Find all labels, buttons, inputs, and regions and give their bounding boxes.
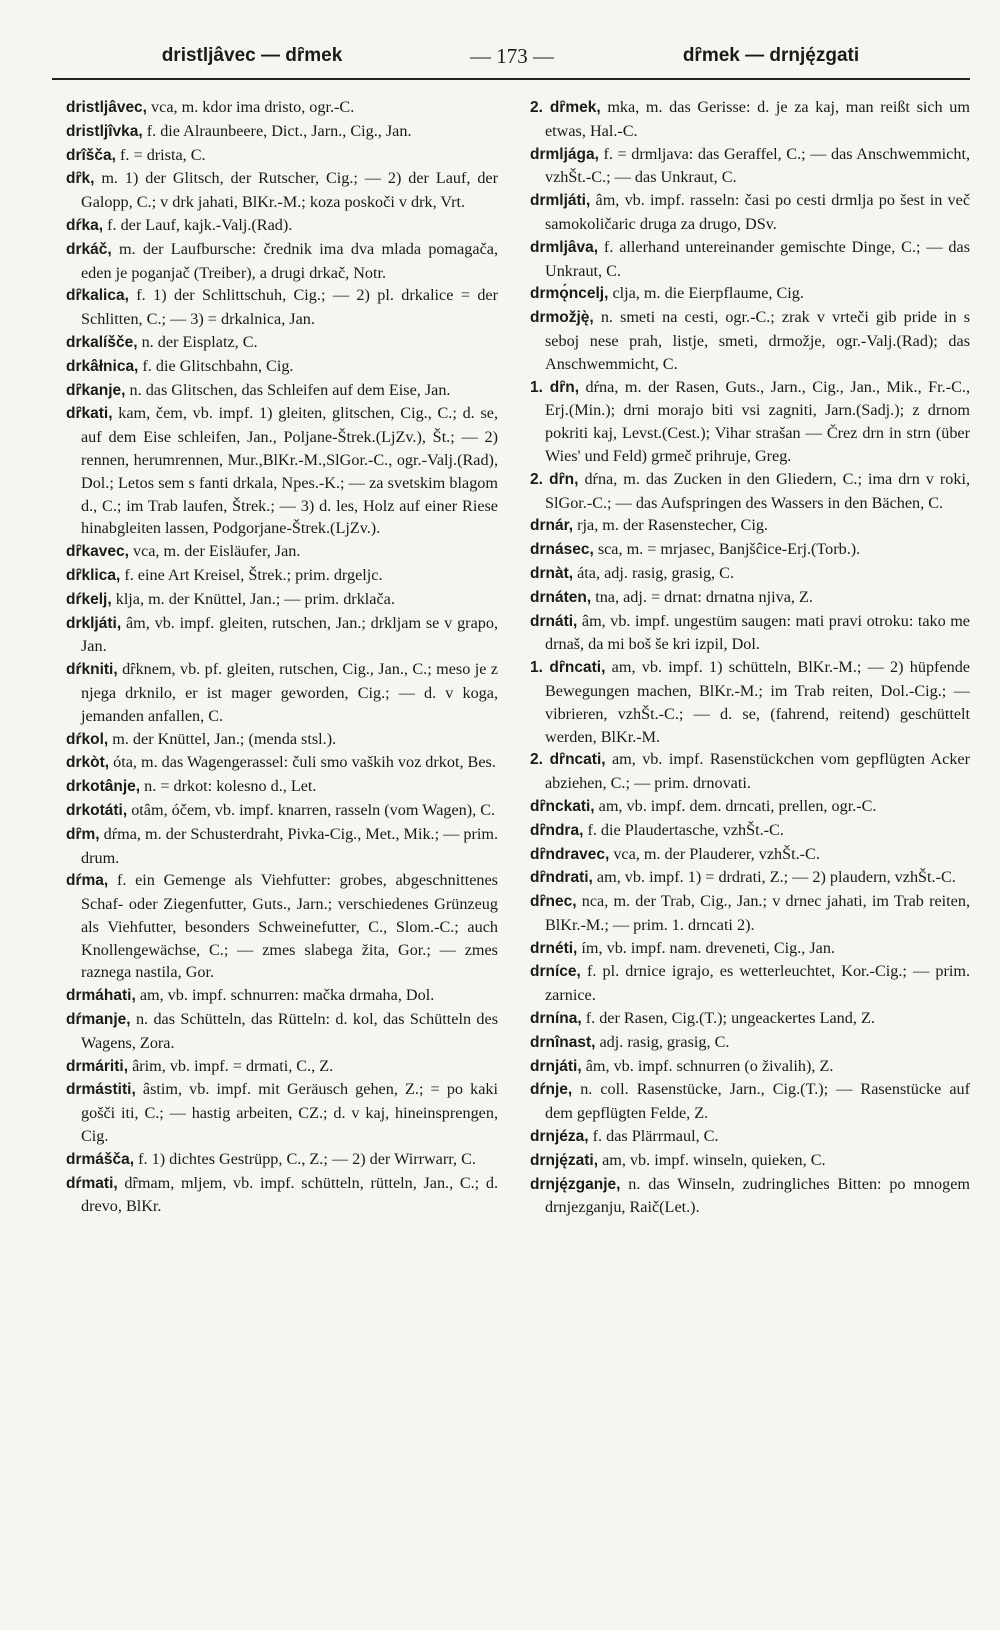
- headword: dȓkanje,: [66, 381, 126, 399]
- definition: nca, m. der Trab, Cig., Jan.; v drnec jahati, im Trab reiten, BlKr.-M.; — prim. 1. drncati 2).: [545, 892, 970, 934]
- headword: dȓk,: [66, 170, 95, 188]
- entry: [530, 1055, 970, 1079]
- entry: [530, 748, 970, 795]
- headword: dȓndra,: [530, 821, 584, 839]
- entry: [66, 214, 498, 238]
- entry: [530, 538, 970, 562]
- definition: dŕma, m. der Schusterdraht, Pivka-Cig., Met., Mik.; — prim. drum.: [81, 824, 498, 867]
- definition: vca, m. kdor ima dristo, ogr.-C.: [147, 98, 355, 116]
- headword: dŕkelj,: [66, 590, 112, 608]
- entry: [66, 540, 498, 564]
- headword: drkòt,: [66, 754, 110, 772]
- headword: drkotáti,: [66, 801, 128, 819]
- headword: drnásec,: [530, 541, 594, 559]
- definition: m. 1) der Glitsch, der Rutscher, Cig.; — 2) der Lauf, der Galopp, C.; v drk jahati, BlKr.-M.; koza poskoči v drk, Vrt.: [81, 169, 498, 212]
- definition: f. die Alraunbeere, Dict., Jarn., Cig., Jan.: [142, 121, 412, 140]
- definition: f. = drista, C.: [115, 145, 206, 164]
- headword: drmástiti,: [66, 1081, 136, 1099]
- definition: n. coll. Rasenstücke, Jarn., Cig.(T.); — Rasenstücke auf dem gepflügten Felde, Z.: [545, 1080, 970, 1123]
- definition: âm, vb. impf. ungestüm saugen: mati pravi otroku: tako me drnaš, da mi boš še kri izpil, Dol.: [545, 611, 970, 654]
- entry: [66, 96, 498, 120]
- definition: f. pl. drnice igrajo, es wetterleuchtet, Kor.-Cig.; — prim. zarnice.: [545, 962, 970, 1005]
- headword: dŕma,: [66, 872, 109, 890]
- entry: [66, 564, 498, 588]
- headword: drmljâva,: [530, 238, 599, 256]
- entry: [530, 282, 970, 306]
- headword: 1. dȓn,: [530, 378, 580, 396]
- definition: dȓmam, mljem, vb. impf. schütteln, rütteln, Jan., C.; d. drevo, BlKr.: [81, 1173, 498, 1216]
- definition: n. das Schütteln, das Rütteln: d. kol, das Schütteln des Wagens, Zora.: [81, 1010, 498, 1052]
- headword: drmášča,: [66, 1150, 135, 1168]
- definition: f. die Plaudertasche, vzhŠt.-C.: [583, 820, 784, 839]
- entry: [66, 775, 498, 799]
- entry: [530, 468, 970, 515]
- definition: áta, adj. rasig, grasig, C.: [573, 563, 734, 582]
- headword: dȓndrati,: [530, 869, 593, 887]
- headword: drkalíšče,: [66, 333, 138, 351]
- definition: f. das Plärrmaul, C.: [588, 1127, 719, 1146]
- headword: 2. dȓn,: [530, 470, 579, 488]
- entry: [530, 795, 970, 819]
- definition: dȓknem, vb. pf. gleiten, rutschen, Cig., Jan., C.; meso je z njega drknilo, er ist mager geworden, Cig.; — d. v koga, jemanden anfallen, C.: [81, 660, 498, 725]
- definition: am, vb. impf. winseln, quieken, C.: [598, 1150, 826, 1169]
- definition: tna, adj. = drnat: drnatna njiva, Z.: [591, 587, 813, 606]
- entry: [530, 866, 970, 890]
- header-rule: [52, 78, 970, 80]
- headword: dristljâvec,: [66, 99, 147, 116]
- definition: âstim, vb. impf. mit Geräusch gehen, Z.; = po kaki gošči iti, C.; — hastig arbeiten, CZ.; d. v kaj, hineinsprengen, Cig.: [81, 1080, 498, 1146]
- definition: am, vb. impf. 1) schütteln, BlKr.-M.; — 2) hüpfende Bewegungen machen, BlKr.-M.; im Trab reiten, Dol.-Cig.; — vibrieren, vzhŠt.-C.; — d. se, (fahrend, reitend) geschüttelt werden, BlKr.-M.: [545, 658, 970, 746]
- header-left-guide-words: dristljâvec — dȓmek: [161, 45, 343, 66]
- headword: dȓklica,: [66, 566, 121, 584]
- headword: dristljîvka,: [66, 122, 143, 140]
- running-header: [52, 38, 970, 74]
- entry: [530, 1031, 970, 1055]
- entry: [66, 167, 498, 214]
- headword: drnjáti,: [530, 1057, 582, 1075]
- entry: [66, 1148, 498, 1172]
- definition: n. der Eisplatz, C.: [137, 332, 258, 351]
- headword: 1. dȓncati,: [530, 659, 606, 677]
- headword: drnję́zati,: [530, 1151, 599, 1169]
- entry: [66, 728, 498, 752]
- definition: f. die Glitschbahn, Cig.: [138, 356, 294, 375]
- left-column: [66, 96, 498, 1218]
- definition: klja, m. der Knüttel, Jan.; — prim. drklača.: [111, 589, 395, 608]
- headword: dŕmati,: [66, 1174, 118, 1192]
- headword: drîšča,: [66, 146, 116, 164]
- headword: drmljága,: [530, 145, 599, 163]
- entry: [530, 1173, 970, 1220]
- headword: dȓkati,: [66, 405, 113, 423]
- headword: dȓkalica,: [66, 287, 129, 305]
- entry: [530, 610, 970, 657]
- headword: drnár,: [530, 517, 574, 535]
- definition: f. 1) dichtes Gestrüpp, C., Z.; — 2) der Wirrwarr, C.: [134, 1149, 476, 1168]
- headword: drnjéza,: [530, 1128, 589, 1146]
- entry: [66, 588, 498, 612]
- definition: f. der Lauf, kajk.-Valj.(Rad).: [103, 215, 293, 234]
- entry: [530, 1149, 970, 1173]
- definition: n. smeti na cesti, ogr.-C.; zrak v vrteči gib pride in s seboj nese prah, listje, smeti, drmožje, ogr.-Valj.(Rad); das Anschwemmicht, C.: [545, 308, 970, 373]
- definition: âm, vb. impf. rasseln: časi po cesti drmlja po šest in več samokoličaric druga za drugo, DSv.: [545, 191, 970, 233]
- entry: [66, 823, 498, 870]
- entry: [530, 143, 970, 190]
- definition: n. das Winseln, zudringliches Bitten: po mnogem drnjezganju, Raič(Let.).: [545, 1174, 970, 1217]
- entry: [66, 751, 498, 775]
- definition: sca, m. = mrjasec, Banjšĉice-Erj.(Torb.).: [593, 540, 861, 559]
- headword: 2. dȓncati,: [530, 751, 606, 769]
- headword: drnję́zganje,: [530, 1175, 621, 1193]
- headword: dŕmanje,: [66, 1011, 131, 1029]
- definition: f. eine Art Kreisel, Štrek.; prim. drgeljc.: [120, 565, 383, 584]
- entry: [530, 937, 970, 961]
- headword: dȓnckati,: [530, 797, 595, 815]
- right-column: [530, 96, 970, 1219]
- definition: m. der Knüttel, Jan.; (menda stsl.).: [108, 729, 337, 748]
- entry: [530, 376, 970, 468]
- entry: [66, 658, 498, 727]
- page-number: — 173 —: [470, 43, 554, 68]
- headword: dȓnec,: [530, 893, 577, 911]
- entry: [530, 843, 970, 867]
- definition: ím, vb. impf. nam. dreveneti, Cig., Jan.: [577, 938, 835, 957]
- entry: [530, 96, 970, 143]
- headword: drnàt,: [530, 564, 574, 582]
- definition: vca, m. der Eisläufer, Jan.: [128, 542, 301, 561]
- entry: [66, 799, 498, 823]
- definition: f. ein Gemenge als Viehfutter: grobes, abgeschnittenes Schaf- oder Ziegenfutter, Guts., Jarn.; verschiedenes Grünzeug als Viehfutter, besonders Schweinefutter, C., Slom.-C.; auch Knollengewächse, C.; — zmes slabega žita, Gor.; — zmes raznega nastila, Gor.: [81, 871, 498, 982]
- entry: [66, 144, 498, 168]
- headword: drmáhati,: [66, 987, 136, 1005]
- headword: drnéti,: [530, 939, 578, 957]
- headword: drnînast,: [530, 1033, 596, 1051]
- definition: n. = drkot: kolesno d., Let.: [140, 777, 317, 796]
- headword: drkâłnica,: [66, 357, 139, 375]
- entry: [66, 402, 498, 540]
- headword: dȓm,: [66, 825, 100, 843]
- headword: drnáten,: [530, 588, 592, 606]
- headword: drkljáti,: [66, 614, 122, 632]
- definition: otâm, óčem, vb. impf. knarren, rasseln (vom Wagen), C.: [127, 800, 496, 819]
- headword: drnáti,: [530, 612, 578, 630]
- header-right-guide-words: dȓmek — drnję́zgati: [682, 45, 860, 66]
- headword: 2. dȓmek,: [530, 99, 601, 116]
- definition: dŕna, m. das Zucken in den Gliedern, C.; ima drn v roki, SlGor.-C.; — das Aufspringen des Wassers in den Bächen, C.: [545, 469, 970, 512]
- headword: dȓkavec,: [66, 543, 129, 561]
- entry: [66, 984, 498, 1008]
- headword: drníce,: [530, 963, 581, 981]
- entry: [530, 586, 970, 610]
- definition: f. = drmljava: das Geraffel, C.; — das Anschwemmicht, vzhŠt.-C.; — das Unkraut, C.: [545, 144, 970, 187]
- entry: [530, 236, 970, 283]
- entry: [530, 1125, 970, 1149]
- entry: [66, 379, 498, 403]
- definition: m. der Laufbursche: črednik ima dva mlada pomagača, eden je poganjač (Treiber), a drugi drkač, Notr.: [81, 239, 498, 282]
- headword: drmožję̀,: [530, 309, 594, 327]
- headword: drmáriti,: [66, 1057, 129, 1075]
- definition: n. das Glitschen, das Schleifen auf dem Eise, Jan.: [125, 380, 451, 399]
- entry: [530, 514, 970, 538]
- entry: [66, 331, 498, 355]
- entry: [66, 238, 498, 285]
- headword: drmljáti,: [530, 192, 591, 210]
- headword: dŕkol,: [66, 730, 109, 748]
- definition: kam, čem, vb. impf. 1) gleiten, glitschen, Cig., C.; d. se, auf dem Eise schleifen, Jan., Poljane-Štrek.(LjZv.), Št.; — 2) rennen, herumrennen, Mur.,BlKr.-M.,SlGor.-C., ogr.-Valj.(Rad), Dol.; Letos sem s fanti drkala, Npes.-K.; — za svetskim blagom d., C.; im Trab laufen, Štrek.; — 3) d. les, Holz auf einer Riese hinabgleiten lassen, Podgorjane-Štrek.(LjZv.).: [81, 404, 498, 538]
- entry: [530, 819, 970, 843]
- entry: [530, 890, 970, 937]
- definition: âm, vb. impf. schnurren (o živalih), Z.: [581, 1056, 834, 1075]
- definition: am, vb. impf. 1) = drdrati, Z.; — 2) plaudern, vzhŠt.-C.: [592, 868, 956, 887]
- entry: [66, 120, 498, 144]
- definition: dŕna, m. der Rasen, Guts., Jarn., Cig., Jan., Mik., Fr.-C., Erj.(Min.); drni morajo biti vsi zagniti, Jarn.(Sadj.); z drnom pokriti kaj, Levst.(Cest.); Vihar strašan — Črez drn in strn (über Wies' und Feld) grmeč prihruje, Greg.: [545, 377, 970, 465]
- entry: [66, 355, 498, 379]
- headword: dŕkniti,: [66, 661, 118, 679]
- definition: óta, m. das Wagengerassel: čuli smo vaških voz drkot, Bes.: [109, 753, 496, 772]
- definition: vca, m. der Plauderer, vzhŠt.-C.: [609, 844, 820, 863]
- headword: drnína,: [530, 1010, 582, 1028]
- definition: mka, m. das Gerisse: d. je za kaj, man reißt sich um etwas, Hal.-C.: [545, 98, 970, 140]
- definition: am, vb. impf. Rasenstückchen vom gepflügten Acker abziehen, C.; — prim. drnovati.: [545, 750, 970, 793]
- entry: [66, 612, 498, 659]
- entry: [530, 306, 970, 375]
- definition: clja, m. die Eierpflaume, Cig.: [608, 284, 804, 303]
- entry: [530, 656, 970, 748]
- headword: dȓndravec,: [530, 845, 610, 863]
- definition: ârim, vb. impf. = drmati, C., Z.: [128, 1056, 334, 1075]
- entry: [66, 1055, 498, 1079]
- entry: [530, 189, 970, 236]
- entry: [66, 869, 498, 984]
- headword: dŕnje,: [530, 1081, 573, 1099]
- definition: f. allerhand untereinander gemischte Dinge, C.; — das Unkraut, C.: [545, 237, 970, 280]
- entry: [66, 284, 498, 331]
- entry: [66, 1008, 498, 1055]
- definition: f. 1) der Schlittschuh, Cig.; — 2) pl. drkalice = der Schlitten, C.; — 3) = drkalnica, Jan.: [81, 286, 498, 329]
- headword: drmǫ́ncelj,: [530, 285, 609, 303]
- entry: [530, 1078, 970, 1125]
- entry: [530, 1007, 970, 1031]
- entry: [66, 1172, 498, 1219]
- headword: dŕka,: [66, 216, 104, 234]
- definition: am, vb. impf. schnurren: mačka drmaha, Dol.: [135, 986, 435, 1005]
- definition: am, vb. impf. dem. drncati, prellen, ogr.-C.: [594, 796, 877, 815]
- entry: [530, 562, 970, 586]
- entry: [530, 960, 970, 1007]
- definition: adj. rasig, grasig, C.: [595, 1032, 730, 1051]
- headword: drkáč,: [66, 240, 112, 258]
- definition: rja, m. der Rasenstecher, Cig.: [573, 516, 768, 535]
- definition: f. der Rasen, Cig.(T.); ungeackertes Land, Z.: [581, 1009, 875, 1028]
- entry: [66, 1078, 498, 1147]
- definition: âm, vb. impf. gleiten, rutschen, Jan.; drkljam se v grapo, Jan.: [81, 613, 498, 656]
- headword: drkotânje,: [66, 778, 141, 796]
